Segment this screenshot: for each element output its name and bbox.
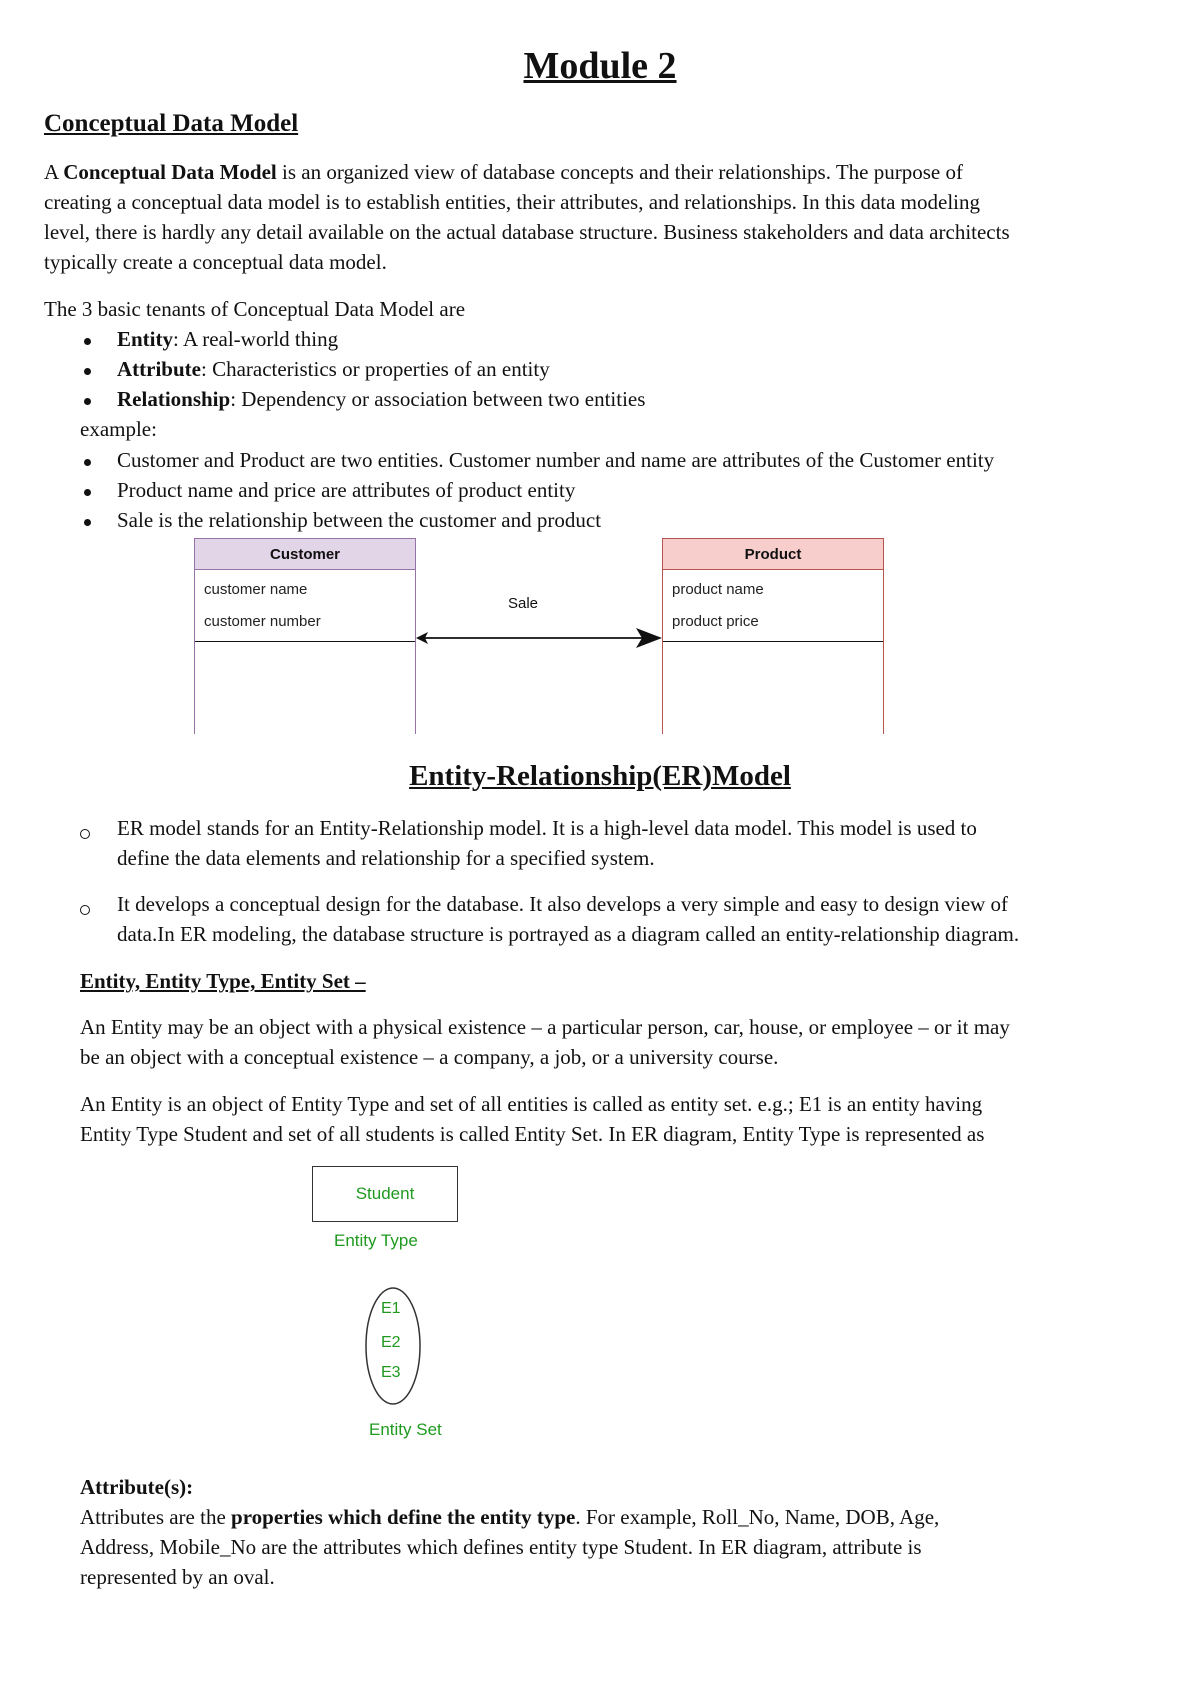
bullet-dot [84, 368, 91, 375]
bullet-dot [84, 489, 91, 496]
entity-set-caption: Entity Set [369, 1420, 442, 1439]
entity-para-2-line-2: Entity Type Student and set of all students is called Entity Set. In ER diagram, Entity Type is represented as [80, 1122, 985, 1146]
entity-set-item: E3 [381, 1364, 401, 1381]
entity-para-2-line-1: An Entity is an object of Entity Type and set of all entities is called as entity set. e.g.; E1 is an entity having [80, 1092, 983, 1116]
bullet-circle [80, 905, 90, 915]
er-point-2-line-1: It develops a conceptual design for the database. It also develops a very simple and easy to design view of [117, 892, 1009, 916]
tenant-relationship: Relationship: Dependency or association between two entities [117, 387, 646, 411]
intro-line-1 [44, 160, 963, 185]
entity-set-item: E1 [381, 1300, 401, 1317]
intro-bold-term: Conceptual Data Model [63, 160, 277, 184]
intro-line-4: typically create a conceptual data model. [44, 250, 387, 274]
tenants-intro: The 3 basic tenants of Conceptual Data Model are [44, 297, 466, 321]
tenant-attribute: Attribute: Characteristics or properties of an entity [117, 357, 550, 381]
example-item: Customer and Product are two entities. Customer number and name are attributes of the Customer entity [117, 448, 995, 472]
uml-divider [195, 641, 415, 642]
example-item: Sale is the relationship between the customer and product [117, 508, 602, 532]
relationship-label: Sale [508, 595, 539, 612]
uml-customer-class [194, 538, 416, 734]
section-heading-er-model: Entity-Relationship(ER)Model [409, 760, 791, 792]
er-point-1-line-2: define the data elements and relationship for a specified system. [117, 846, 655, 870]
tenant-entity: Entity: A real-world thing [117, 327, 339, 351]
er-point-1-line-1: ER model stands for an Entity-Relationship model. It is a high-level data model. This model is used to [117, 816, 977, 840]
example-label: example: [80, 417, 157, 441]
page-title: Module 2 [523, 45, 677, 87]
uml-product-title: Product [663, 539, 883, 570]
intro-line-2: creating a conceptual data model is to establish entities, their attributes, and relationships. In this data modeling [44, 190, 980, 214]
attributes-line-3: represented by an oval. [80, 1565, 275, 1589]
er-point-2-line-2: data.In ER modeling, the database structure is portrayed as a diagram called an entity-relationship diagram. [117, 922, 1020, 946]
uml-product-attr: product price [672, 613, 759, 630]
entity-subheading: Entity, Entity Type, Entity Set – [80, 969, 366, 993]
uml-product-attr: product name [672, 581, 764, 598]
attributes-line-2: Address, Mobile_No are the attributes which defines entity type Student. In ER diagram, attribute is [80, 1535, 922, 1559]
uml-customer-attr: customer name [204, 581, 308, 598]
entity-type-caption: Entity Type [334, 1231, 418, 1250]
entity-para-1-line-2: be an object with a conceptual existence – a company, a job, or a university course. [80, 1045, 779, 1069]
attributes-heading: Attribute(s): [80, 1475, 194, 1499]
intro-prefix: A [44, 160, 64, 184]
attributes-line-1: Attributes are the properties which define the entity type. For example, Roll_No, Name, DOB, Age, [80, 1505, 940, 1529]
entity-type-box: Student [312, 1166, 458, 1222]
example-item: Product name and price are attributes of product entity [117, 478, 576, 502]
bullet-dot [84, 398, 91, 405]
bullet-dot [84, 459, 91, 466]
intro-line-3: level, there is hardly any detail available on the actual database structure. Business stakeholders and data architects [44, 220, 1010, 244]
uml-product-class [662, 538, 884, 734]
relationship-arrow [414, 624, 664, 654]
entity-set-item: E2 [381, 1334, 401, 1351]
uml-customer-title: Customer [195, 539, 415, 570]
uml-customer-attr: customer number [204, 613, 321, 630]
entity-para-1-line-1: An Entity may be an object with a physical existence – a particular person, car, house, or employee – or it may [80, 1015, 1010, 1039]
bullet-dot [84, 338, 91, 345]
bullet-circle [80, 829, 90, 839]
bullet-dot [84, 519, 91, 526]
intro-rest: is an organized view of database concepts and their relationships. The purpose of [276, 160, 963, 184]
uml-divider [663, 641, 883, 642]
section-heading-conceptual: Conceptual Data Model [44, 110, 299, 137]
